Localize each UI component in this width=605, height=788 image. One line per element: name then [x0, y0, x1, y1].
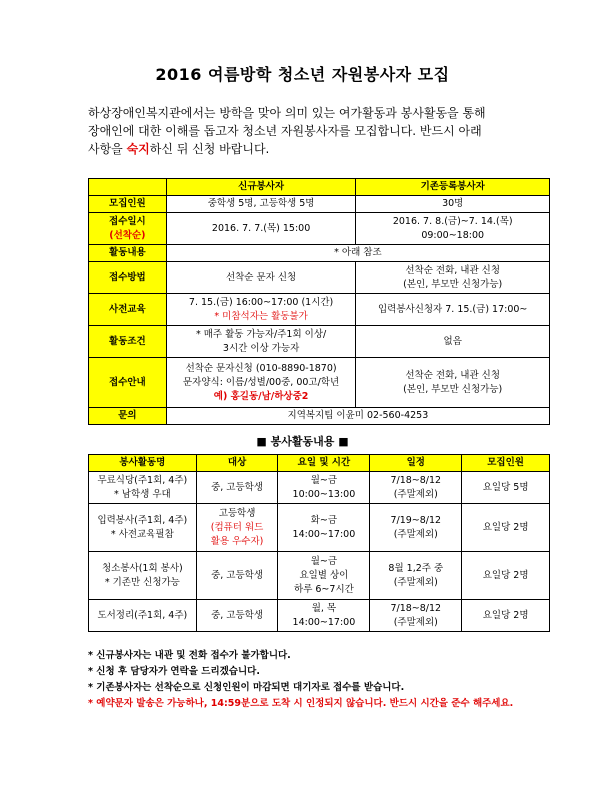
table-row	[89, 504, 550, 552]
table-cell: 화~금 14:00~17:00	[278, 504, 370, 552]
table-cell: 요일당 5명	[462, 472, 550, 504]
table-cell: 요일당 2명	[462, 600, 550, 632]
table-cell: 선착순 전화, 내관 신청 (본인, 부모만 신청가능)	[356, 262, 550, 294]
table-cell: 선착순 문자 신청	[166, 262, 356, 294]
table-cell: 무료식당(주1회, 4주) * 남학생 우대	[89, 472, 197, 504]
row-label: 접수일시 (선착순)	[89, 213, 167, 245]
table-header: 대상	[196, 455, 278, 472]
row-label: 모집인원	[89, 196, 167, 213]
table-row	[89, 472, 550, 504]
intro-line: 하상장애인복지관에서는 방학을 맞아 의미 있는 여가활동과 봉사활동을 통해	[88, 106, 486, 120]
row-label: 사전교육	[89, 294, 167, 326]
row-label: 접수방법	[89, 262, 167, 294]
table-cell: 7/19~8/12 (주말제외)	[370, 504, 462, 552]
table-cell: 중, 고등학생	[196, 552, 278, 600]
table-cell: 월~금 요일별 상이 하루 6~7시간	[278, 552, 370, 600]
table-row	[89, 552, 550, 600]
table-cell: 7/18~8/12 (주말제외)	[370, 472, 462, 504]
table-cell: 2016. 7. 7.(목) 15:00	[166, 213, 356, 245]
table-cell: 중, 고등학생	[196, 472, 278, 504]
activity-table	[88, 454, 550, 632]
section-heading: ■ 봉사활동내용 ■	[256, 435, 349, 448]
table-cell: 선착순 전화, 내관 신청 (본인, 부모만 신청가능)	[356, 358, 550, 408]
table-header: 요일 및 시간	[278, 455, 370, 472]
table-cell: 중학생 5명, 고등학생 5명	[166, 196, 356, 213]
table-header: 봉사활동명	[89, 455, 197, 472]
table-header: 모집인원	[462, 455, 550, 472]
table-cell: 없음	[356, 326, 550, 358]
intro-line: 사항을 숙지하신 뒤 신청 바랍니다.	[88, 142, 270, 156]
table-cell: 7/18~8/12 (주말제외)	[370, 600, 462, 632]
table-cell: * 매주 활동 가능자/주1회 이상/ 3시간 이상 가능자	[166, 326, 356, 358]
table-cell: 고등학생 (컴퓨터 워드 활용 우수자)	[196, 504, 278, 552]
row-label: 문의	[89, 408, 167, 425]
row-label: 활동내용	[89, 245, 167, 262]
note-item: * 기존봉사자는 선착순으로 신청인원이 마감되면 대기자로 접수를 받습니다.	[88, 682, 405, 693]
note-item-warning: * 예약문자 발송은 가능하나, 14:59분으로 도착 시 인정되지 않습니다. 반드시 시간을 준수 해주세요.	[88, 698, 514, 709]
table-cell: 8월 1,2주 중 (주말제외)	[370, 552, 462, 600]
table-cell: 입력봉사신청자 7. 15.(금) 17:00~	[356, 294, 550, 326]
note-item: * 신규봉사자는 내관 및 전화 접수가 불가합니다.	[88, 650, 291, 661]
table-cell: 청소봉사(1회 봉사) * 기존만 신청가능	[89, 552, 197, 600]
table-header: 신규봉사자	[166, 179, 356, 196]
table-cell: 중, 고등학생	[196, 600, 278, 632]
notes-list	[88, 648, 558, 712]
intro-line: 장애인에 대한 이해를 돕고자 청소년 자원봉사자를 모집합니다. 반드시 아래	[88, 124, 482, 138]
table-cell: 7. 15.(금) 16:00~17:00 (1시간) * 미참석자는 활동불가	[166, 294, 356, 326]
table-cell: * 아래 참조	[166, 245, 549, 262]
row-label: 활동조건	[89, 326, 167, 358]
table-cell: 요일당 2명	[462, 504, 550, 552]
table-cell: 요일당 2명	[462, 552, 550, 600]
note-item: * 신청 후 담당자가 연락을 드리겠습니다.	[88, 666, 260, 677]
table-cell: 도서정리(주1회, 4주)	[89, 600, 197, 632]
intro-paragraph	[88, 104, 548, 158]
page-title: 2016 여름방학 청소년 자원봉사자 모집	[155, 65, 450, 84]
table-cell: 선착순 문자신청 (010-8890-1870) 문자양식: 이름/성별/00중, 00고/학년 예) 홍길동/남/하상중2	[166, 358, 356, 408]
table-cell: 지역복지팀 이윤미 02-560-4253	[166, 408, 549, 425]
table-cell: 입력봉사(주1회, 4주) * 사전교육필참	[89, 504, 197, 552]
table-header-empty	[89, 179, 167, 196]
table-cell: 2016. 7. 8.(금)~7. 14.(목) 09:00~18:00	[356, 213, 550, 245]
table-row	[89, 600, 550, 632]
recruitment-table	[88, 178, 550, 425]
table-header: 기존등록봉사자	[356, 179, 550, 196]
table-cell: 월, 목 14:00~17:00	[278, 600, 370, 632]
table-cell: 월~금 10:00~13:00	[278, 472, 370, 504]
table-header: 일정	[370, 455, 462, 472]
emphasis: 숙지	[126, 142, 150, 156]
row-label: 접수안내	[89, 358, 167, 408]
table-cell: 30명	[356, 196, 550, 213]
